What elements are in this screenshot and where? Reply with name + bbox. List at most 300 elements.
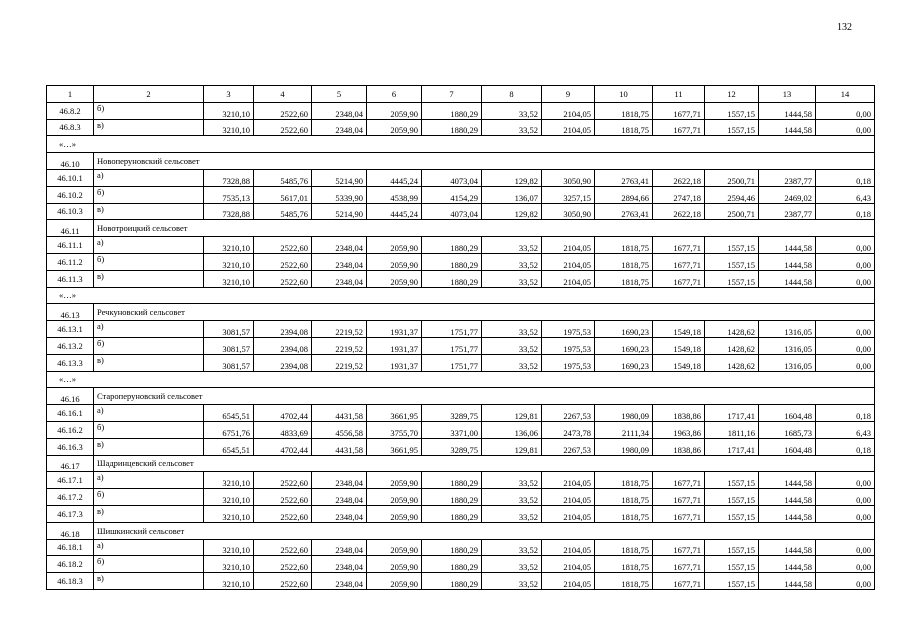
cell-value: 1557,15 <box>705 119 759 136</box>
row-label: б) <box>94 337 204 354</box>
cell-value: 0,00 <box>816 321 875 338</box>
cell-value: 0,00 <box>816 253 875 270</box>
column-header: 7 <box>422 86 482 103</box>
cell-value: 2348,04 <box>312 237 367 254</box>
cell-value: 1316,05 <box>759 337 816 354</box>
cell-value: 2522,60 <box>254 556 312 573</box>
cell-value: 1549,18 <box>653 337 705 354</box>
row-code: 46.18.1 <box>47 539 94 556</box>
cell-value: 2059,90 <box>367 505 422 522</box>
cell-value: 5214,90 <box>312 169 367 186</box>
cell-value: 3661,95 <box>367 405 422 422</box>
column-header: 6 <box>367 86 422 103</box>
cell-value: 3289,75 <box>422 438 482 455</box>
cell-value: 2059,90 <box>367 253 422 270</box>
table-row <box>47 539 875 556</box>
cell-value: 1690,23 <box>595 321 653 338</box>
row-label: в) <box>94 354 204 371</box>
cell-value: 33,52 <box>482 270 542 287</box>
cell-value: 1975,53 <box>542 354 595 371</box>
section-code: 46.10 <box>47 153 94 170</box>
cell-value: 1818,75 <box>595 253 653 270</box>
row-code: 46.10.2 <box>47 186 94 203</box>
cell-value: 2500,71 <box>705 169 759 186</box>
cell-value: 3210,10 <box>204 119 254 136</box>
table-row <box>47 505 875 522</box>
cell-value: 1818,75 <box>595 472 653 489</box>
cell-value: 2104,05 <box>542 556 595 573</box>
cell-value: 1557,15 <box>705 270 759 287</box>
cell-value: 1880,29 <box>422 270 482 287</box>
row-label: б) <box>94 421 204 438</box>
cell-value: 1818,75 <box>595 102 653 119</box>
cell-value: 1557,15 <box>705 573 759 590</box>
section-name: Шадринцевский сельсовет <box>94 455 875 472</box>
cell-value: 1557,15 <box>705 556 759 573</box>
cell-value: 1931,37 <box>367 354 422 371</box>
table-row <box>47 556 875 573</box>
table-row <box>47 102 875 119</box>
cell-value: 2522,60 <box>254 119 312 136</box>
row-label: б) <box>94 253 204 270</box>
cell-value: 1444,58 <box>759 573 816 590</box>
table-row <box>47 354 875 371</box>
cell-value: 6545,51 <box>204 405 254 422</box>
row-label: в) <box>94 119 204 136</box>
cell-value: 1677,71 <box>653 253 705 270</box>
cell-value: 1690,23 <box>595 354 653 371</box>
cell-value: 33,52 <box>482 253 542 270</box>
cell-value: 3210,10 <box>204 472 254 489</box>
cell-value: 3210,10 <box>204 489 254 506</box>
cell-value: 3210,10 <box>204 270 254 287</box>
cell-value: 4431,58 <box>312 405 367 422</box>
cell-value: 3661,95 <box>367 438 422 455</box>
row-code: 46.16.2 <box>47 421 94 438</box>
cell-value: 1880,29 <box>422 539 482 556</box>
row-code: 46.10.1 <box>47 169 94 186</box>
cell-value: 2104,05 <box>542 237 595 254</box>
cell-value: 5485,76 <box>254 169 312 186</box>
table-row <box>47 321 875 338</box>
table-row <box>47 253 875 270</box>
cell-value: 2267,53 <box>542 405 595 422</box>
row-label: а) <box>94 169 204 186</box>
cell-value: 1818,75 <box>595 270 653 287</box>
section-row <box>47 522 875 539</box>
row-label: б) <box>94 102 204 119</box>
row-code: 46.11.2 <box>47 253 94 270</box>
tariff-table <box>46 85 875 590</box>
cell-value: 1549,18 <box>653 354 705 371</box>
cell-value: 1677,71 <box>653 539 705 556</box>
cell-value: 1818,75 <box>595 505 653 522</box>
cell-value: 1316,05 <box>759 321 816 338</box>
cell-value: 1931,37 <box>367 321 422 338</box>
cell-value: 1685,73 <box>759 421 816 438</box>
row-label: в) <box>94 438 204 455</box>
cell-value: 136,07 <box>482 186 542 203</box>
cell-value: 3210,10 <box>204 505 254 522</box>
cell-value: 1880,29 <box>422 472 482 489</box>
cell-value: 2763,41 <box>595 203 653 220</box>
cell-value: 0,18 <box>816 438 875 455</box>
cell-value: 1811,16 <box>705 421 759 438</box>
cell-value: 2059,90 <box>367 472 422 489</box>
cell-value: 1557,15 <box>705 539 759 556</box>
column-header: 10 <box>595 86 653 103</box>
row-label: б) <box>94 489 204 506</box>
cell-value: 2059,90 <box>367 237 422 254</box>
cell-value: 1975,53 <box>542 337 595 354</box>
cell-value: 1677,71 <box>653 556 705 573</box>
row-label: а) <box>94 237 204 254</box>
cell-value: 2522,60 <box>254 270 312 287</box>
cell-value: 1880,29 <box>422 102 482 119</box>
row-code: 46.8.3 <box>47 119 94 136</box>
table-header-row <box>47 86 875 103</box>
cell-value: 1880,29 <box>422 505 482 522</box>
cell-value: 1880,29 <box>422 237 482 254</box>
cell-value: 1444,58 <box>759 556 816 573</box>
row-code: 46.13.1 <box>47 321 94 338</box>
cell-value: 1980,09 <box>595 405 653 422</box>
cell-value: 2348,04 <box>312 539 367 556</box>
cell-value: 1818,75 <box>595 489 653 506</box>
cell-value: 2394,08 <box>254 321 312 338</box>
cell-value: 1880,29 <box>422 253 482 270</box>
table-row <box>47 186 875 203</box>
column-header: 11 <box>653 86 705 103</box>
cell-value: 1717,41 <box>705 438 759 455</box>
cell-value: 0,00 <box>816 489 875 506</box>
table-row <box>47 337 875 354</box>
cell-value: 1557,15 <box>705 253 759 270</box>
cell-value: 1444,58 <box>759 102 816 119</box>
cell-value: 33,52 <box>482 354 542 371</box>
row-code: 46.8.2 <box>47 102 94 119</box>
cell-value: 2059,90 <box>367 270 422 287</box>
cell-value: 1838,86 <box>653 438 705 455</box>
cell-value: 2219,52 <box>312 354 367 371</box>
cell-value: 1444,58 <box>759 472 816 489</box>
cell-value: 1751,77 <box>422 321 482 338</box>
cell-value: 1931,37 <box>367 337 422 354</box>
column-header: 5 <box>312 86 367 103</box>
cell-value: 1980,09 <box>595 438 653 455</box>
row-label: в) <box>94 270 204 287</box>
cell-value: 1677,71 <box>653 489 705 506</box>
cell-value: 4445,24 <box>367 169 422 186</box>
cell-value: 2104,05 <box>542 270 595 287</box>
cell-value: 1975,53 <box>542 321 595 338</box>
cell-value: 4538,99 <box>367 186 422 203</box>
cell-value: 1751,77 <box>422 354 482 371</box>
cell-value: 1604,48 <box>759 438 816 455</box>
cell-value: 0,00 <box>816 102 875 119</box>
cell-value: 1557,15 <box>705 472 759 489</box>
cell-value: 1444,58 <box>759 237 816 254</box>
cell-value: 1316,05 <box>759 354 816 371</box>
cell-value: 5339,90 <box>312 186 367 203</box>
cell-value: 7328,88 <box>204 203 254 220</box>
cell-value: 129,81 <box>482 405 542 422</box>
cell-value: 3081,57 <box>204 354 254 371</box>
section-row <box>47 388 875 405</box>
cell-value: 1557,15 <box>705 237 759 254</box>
cell-value: 2469,02 <box>759 186 816 203</box>
cell-value: 4154,29 <box>422 186 482 203</box>
cell-value: 1428,62 <box>705 337 759 354</box>
cell-value: 33,52 <box>482 119 542 136</box>
cell-value: 3210,10 <box>204 102 254 119</box>
cell-value: 0,00 <box>816 119 875 136</box>
cell-value: 2522,60 <box>254 472 312 489</box>
cell-value: 1690,23 <box>595 337 653 354</box>
cell-value: 2104,05 <box>542 119 595 136</box>
cell-value: 3081,57 <box>204 337 254 354</box>
cell-value: 129,81 <box>482 438 542 455</box>
cell-value: 1677,71 <box>653 270 705 287</box>
column-header: 9 <box>542 86 595 103</box>
cell-value: 2348,04 <box>312 253 367 270</box>
section-row <box>47 455 875 472</box>
row-code: 46.13.3 <box>47 354 94 371</box>
cell-value: 2522,60 <box>254 539 312 556</box>
cell-value: 33,52 <box>482 539 542 556</box>
cell-value: 1549,18 <box>653 321 705 338</box>
cell-value: 2104,05 <box>542 573 595 590</box>
cell-value: 0,00 <box>816 573 875 590</box>
cell-value: 6,43 <box>816 421 875 438</box>
cell-value: 1677,71 <box>653 102 705 119</box>
cell-value: 2522,60 <box>254 237 312 254</box>
row-label: а) <box>94 539 204 556</box>
cell-value: 2059,90 <box>367 539 422 556</box>
row-label: б) <box>94 556 204 573</box>
cell-value: 2111,34 <box>595 421 653 438</box>
section-name: Шишкинский сельсовет <box>94 522 875 539</box>
cell-value: 6545,51 <box>204 438 254 455</box>
cell-value: 2387,77 <box>759 203 816 220</box>
cell-value: 2387,77 <box>759 169 816 186</box>
cell-value: 33,52 <box>482 556 542 573</box>
column-header: 14 <box>816 86 875 103</box>
cell-value: 1444,58 <box>759 119 816 136</box>
cell-value: 129,82 <box>482 203 542 220</box>
cell-value: 33,52 <box>482 573 542 590</box>
cell-value: 7535,13 <box>204 186 254 203</box>
cell-value: 1677,71 <box>653 237 705 254</box>
row-code: 46.16.1 <box>47 405 94 422</box>
cell-value: 1880,29 <box>422 489 482 506</box>
cell-value: 1818,75 <box>595 573 653 590</box>
table-row <box>47 270 875 287</box>
cell-value: 1604,48 <box>759 405 816 422</box>
cell-value: 4556,58 <box>312 421 367 438</box>
cell-value: 1677,71 <box>653 573 705 590</box>
cell-value: 4702,44 <box>254 405 312 422</box>
cell-value: 1444,58 <box>759 539 816 556</box>
section-code: 46.16 <box>47 388 94 405</box>
cell-value: 2348,04 <box>312 270 367 287</box>
cell-value: 0,00 <box>816 539 875 556</box>
cell-value: 33,52 <box>482 472 542 489</box>
table-body <box>47 102 875 589</box>
cell-value: 4445,24 <box>367 203 422 220</box>
cell-value: 5617,01 <box>254 186 312 203</box>
cell-value: 3050,90 <box>542 203 595 220</box>
cell-value: 1880,29 <box>422 119 482 136</box>
section-name: Новоперуновский сельсовет <box>94 153 875 170</box>
row-label: в) <box>94 573 204 590</box>
table-row <box>47 489 875 506</box>
cell-value: 1557,15 <box>705 505 759 522</box>
cell-value: 2059,90 <box>367 119 422 136</box>
cell-value: 2104,05 <box>542 102 595 119</box>
cell-value: 2622,18 <box>653 169 705 186</box>
cell-value: 2348,04 <box>312 556 367 573</box>
cell-value: 4431,58 <box>312 438 367 455</box>
cell-value: 3289,75 <box>422 405 482 422</box>
section-name: Новотроицкий сельсовет <box>94 220 875 237</box>
cell-value: 3210,10 <box>204 556 254 573</box>
cell-value: 2104,05 <box>542 472 595 489</box>
row-label: а) <box>94 405 204 422</box>
column-header: 8 <box>482 86 542 103</box>
table-row <box>47 203 875 220</box>
cell-value: 1880,29 <box>422 556 482 573</box>
table-row <box>47 119 875 136</box>
cell-value: 5485,76 <box>254 203 312 220</box>
cell-value: 3210,10 <box>204 253 254 270</box>
omission-mark: «…» <box>47 136 875 153</box>
cell-value: 1444,58 <box>759 253 816 270</box>
cell-value: 2747,18 <box>653 186 705 203</box>
cell-value: 2059,90 <box>367 573 422 590</box>
section-name: Речкуновский сельсовет <box>94 304 875 321</box>
cell-value: 2473,78 <box>542 421 595 438</box>
cell-value: 1677,71 <box>653 505 705 522</box>
row-label: в) <box>94 505 204 522</box>
omission-row <box>47 136 875 153</box>
row-code: 46.17.1 <box>47 472 94 489</box>
cell-value: 33,52 <box>482 337 542 354</box>
cell-value: 2348,04 <box>312 573 367 590</box>
row-code: 46.17.3 <box>47 505 94 522</box>
cell-value: 1818,75 <box>595 539 653 556</box>
cell-value: 1444,58 <box>759 270 816 287</box>
cell-value: 3371,00 <box>422 421 482 438</box>
cell-value: 1557,15 <box>705 489 759 506</box>
cell-value: 1444,58 <box>759 505 816 522</box>
column-header: 2 <box>94 86 204 103</box>
section-code: 46.13 <box>47 304 94 321</box>
cell-value: 0,00 <box>816 472 875 489</box>
cell-value: 1428,62 <box>705 321 759 338</box>
section-name: Староперуновский сельсовет <box>94 388 875 405</box>
column-header: 12 <box>705 86 759 103</box>
cell-value: 0,00 <box>816 505 875 522</box>
cell-value: 0,00 <box>816 270 875 287</box>
row-code: 46.16.3 <box>47 438 94 455</box>
cell-value: 33,52 <box>482 489 542 506</box>
row-label: в) <box>94 203 204 220</box>
cell-value: 2104,05 <box>542 253 595 270</box>
cell-value: 0,00 <box>816 354 875 371</box>
cell-value: 5214,90 <box>312 203 367 220</box>
omission-mark: «…» <box>47 371 875 388</box>
cell-value: 3755,70 <box>367 421 422 438</box>
column-header: 3 <box>204 86 254 103</box>
section-code: 46.17 <box>47 455 94 472</box>
cell-value: 2059,90 <box>367 489 422 506</box>
cell-value: 1751,77 <box>422 337 482 354</box>
cell-value: 2522,60 <box>254 505 312 522</box>
cell-value: 4702,44 <box>254 438 312 455</box>
cell-value: 4073,04 <box>422 203 482 220</box>
cell-value: 33,52 <box>482 102 542 119</box>
cell-value: 6,43 <box>816 186 875 203</box>
cell-value: 2500,71 <box>705 203 759 220</box>
cell-value: 1428,62 <box>705 354 759 371</box>
cell-value: 2104,05 <box>542 505 595 522</box>
cell-value: 3210,10 <box>204 573 254 590</box>
cell-value: 6751,76 <box>204 421 254 438</box>
row-label: б) <box>94 186 204 203</box>
omission-row <box>47 287 875 304</box>
cell-value: 2104,05 <box>542 539 595 556</box>
row-code: 46.11.3 <box>47 270 94 287</box>
section-row <box>47 304 875 321</box>
cell-value: 2394,08 <box>254 354 312 371</box>
cell-value: 1677,71 <box>653 119 705 136</box>
cell-value: 1818,75 <box>595 556 653 573</box>
cell-value: 1444,58 <box>759 489 816 506</box>
cell-value: 129,82 <box>482 169 542 186</box>
cell-value: 3210,10 <box>204 237 254 254</box>
cell-value: 33,52 <box>482 505 542 522</box>
row-code: 46.10.3 <box>47 203 94 220</box>
row-code: 46.13.2 <box>47 337 94 354</box>
row-code: 46.18.2 <box>47 556 94 573</box>
cell-value: 2522,60 <box>254 253 312 270</box>
cell-value: 0,18 <box>816 203 875 220</box>
table-row <box>47 472 875 489</box>
row-label: а) <box>94 472 204 489</box>
cell-value: 2522,60 <box>254 489 312 506</box>
column-header: 13 <box>759 86 816 103</box>
table-row <box>47 169 875 186</box>
column-header: 4 <box>254 86 312 103</box>
row-label: а) <box>94 321 204 338</box>
cell-value: 0,18 <box>816 405 875 422</box>
cell-value: 2348,04 <box>312 505 367 522</box>
row-code: 46.17.2 <box>47 489 94 506</box>
cell-value: 2522,60 <box>254 573 312 590</box>
cell-value: 1818,75 <box>595 119 653 136</box>
table-row <box>47 573 875 590</box>
cell-value: 2394,08 <box>254 337 312 354</box>
cell-value: 0,00 <box>816 556 875 573</box>
cell-value: 1963,86 <box>653 421 705 438</box>
cell-value: 4073,04 <box>422 169 482 186</box>
cell-value: 0,00 <box>816 337 875 354</box>
cell-value: 3257,15 <box>542 186 595 203</box>
cell-value: 2522,60 <box>254 102 312 119</box>
cell-value: 0,18 <box>816 169 875 186</box>
cell-value: 1880,29 <box>422 573 482 590</box>
